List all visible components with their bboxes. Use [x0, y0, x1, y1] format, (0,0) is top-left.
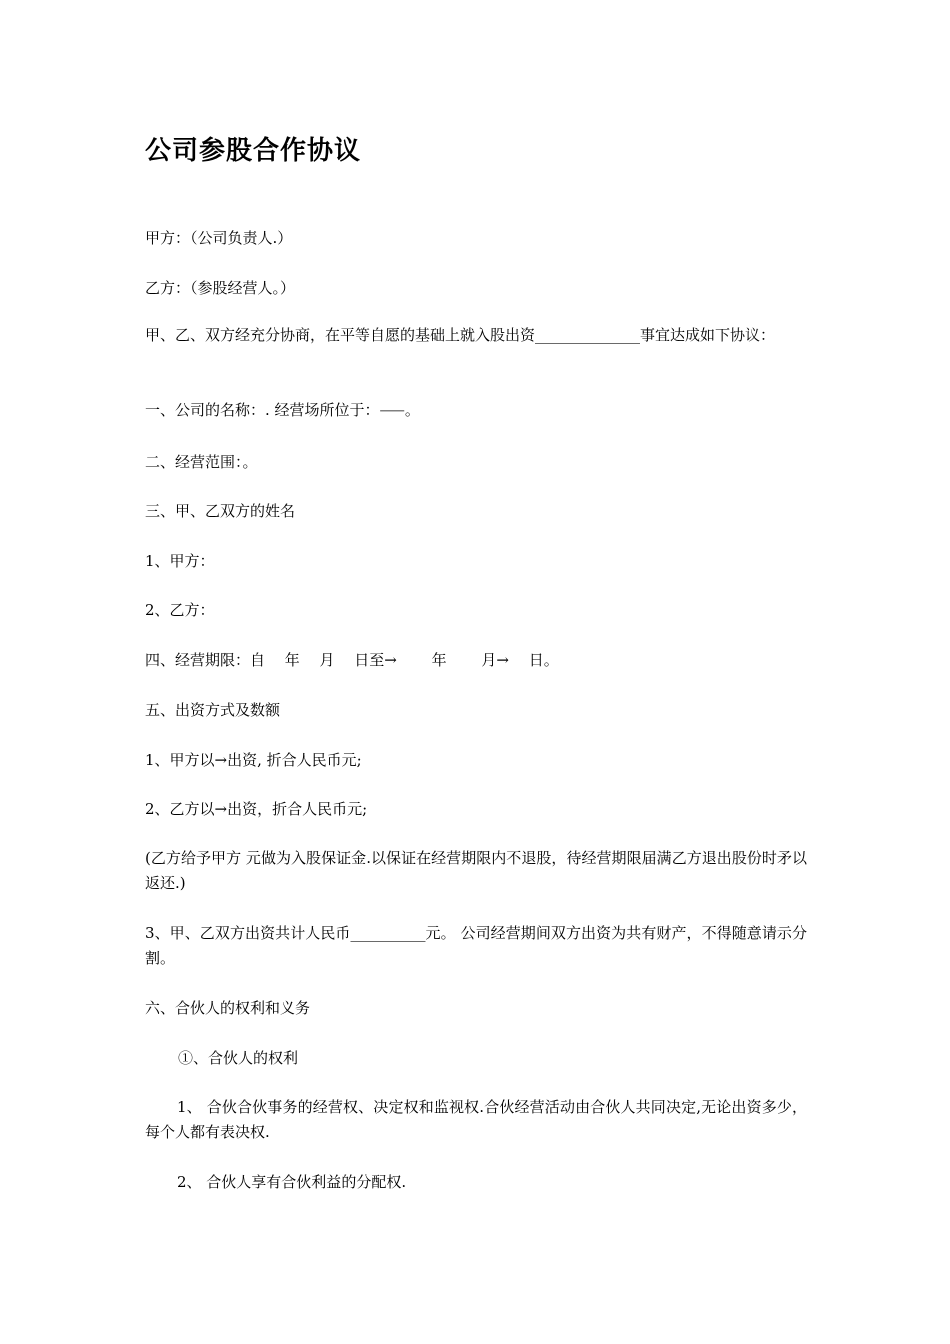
clause-6-sub-heading: ①、合伙人的权利	[178, 1049, 299, 1067]
clause-4-term: 四、经营期限：自 年 月 日至→ 年 月→ 日。	[145, 651, 559, 669]
clause-2-business-scope: 二、经营范围：。	[145, 453, 258, 471]
party-a-line: 甲方：（公司负责人.）	[145, 229, 293, 247]
clause-3-item-2: 2、乙方：	[145, 601, 215, 619]
clause-1-company-name: 一、公司的名称：. 经营场所位于：⸺。	[145, 401, 420, 419]
preamble-paragraph: 甲、乙、双方经充分协商，在平等自愿的基础上就入股出资______________事宜达成如下协议：	[145, 326, 776, 344]
clause-6-right-2: 2、 合伙人享有合伙利益的分配权.	[177, 1173, 407, 1191]
document-title: 公司参股合作协议	[145, 136, 362, 166]
clause-5-item-1: 1、甲方以→出资, 折合人民币元;	[145, 751, 362, 769]
clause-6-right-1: 1、 合伙合伙事务的经营权、决定权和监视权.合伙经营活动由合伙人共同决定,无论出资多少，每个人都有表决权.	[145, 1098, 807, 1141]
party-b-line: 乙方：（参股经营人。）	[145, 279, 296, 297]
clause-6-heading: 六、合伙人的权利和义务	[145, 999, 311, 1017]
clause-5-item-3: 3、甲、乙双方出资共计人民币__________元。 公司经营期间双方出资为共有财产，不得随意请示分割。	[145, 924, 807, 967]
clause-5-heading: 五、出资方式及数额	[145, 701, 281, 719]
clause-3-item-1: 1、甲方：	[145, 552, 215, 570]
deposit-note: (乙方给予甲方 元做为入股保证金.以保证在经营期限内不退股，待经营期限届满乙方退出股份时矛以返还.)	[145, 849, 807, 892]
clause-5-item-2: 2、乙方以→出资，折合人民币元;	[145, 800, 368, 818]
clause-3-heading: 三、甲、乙双方的姓名	[145, 502, 296, 520]
